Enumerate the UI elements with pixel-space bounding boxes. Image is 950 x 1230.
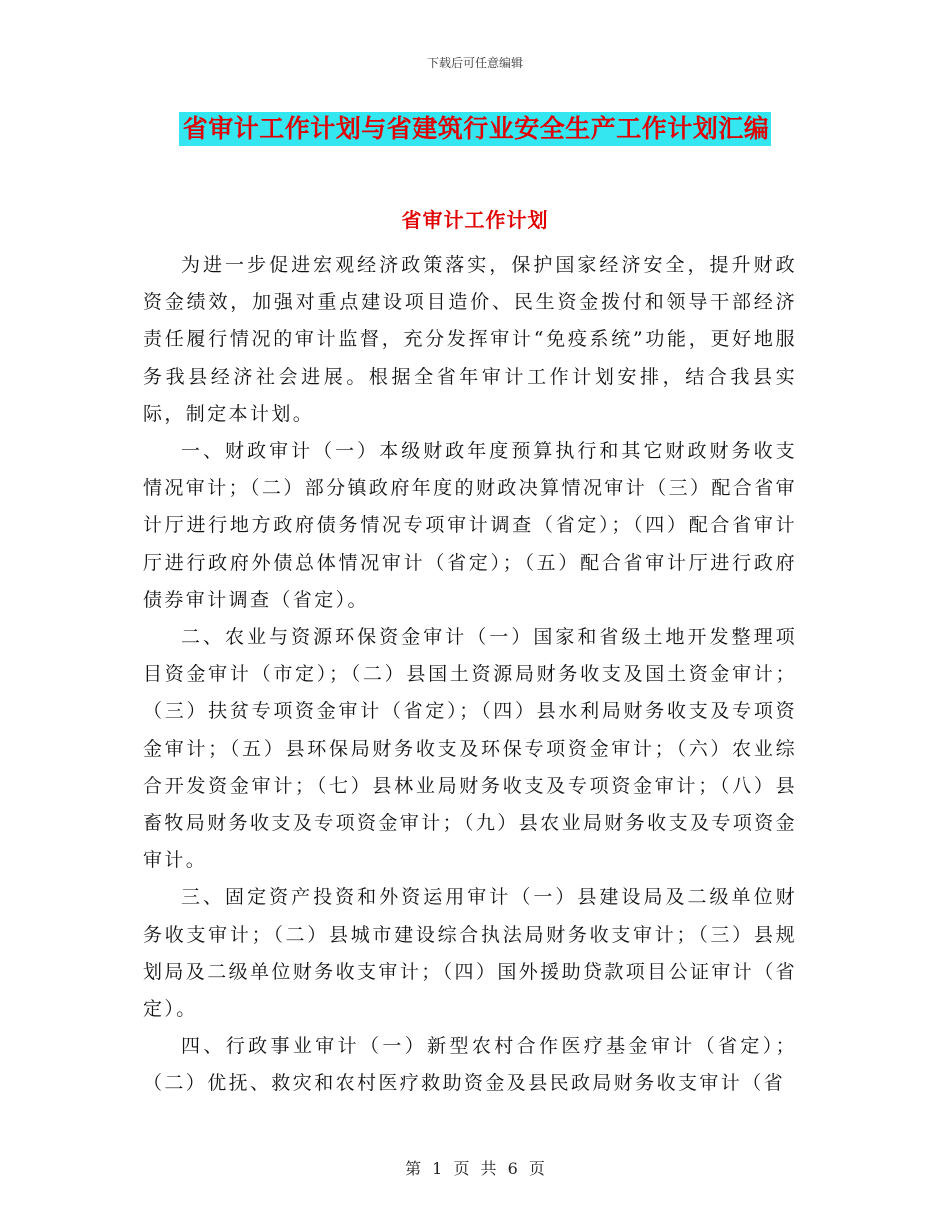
document-body	[143, 247, 797, 1103]
paragraph-fixed-asset-audit: 三、固定资产投资和外资运用审计（一）县建设局及二级单位财务收支审计；（二）县城市建设综合执法局财务收支审计；（三）县规划局及二级单位财务收支审计；（四）国外援助贷款项目公证审计（省定）。	[143, 886, 797, 1021]
paragraph-agriculture-audit: 二、农业与资源环保资金审计（一）国家和省级土地开发整理项目资金审计（市定）；（二）县国土资源局财务收支及国土资金审计；（三）扶贫专项资金审计（省定）；（四）县水利局财务收支及专项资金审计；（五）县环保局财务收支及环保专项资金审计；（六）农业综合开发资金审计；（七）县林业局财务收支及专项资金审计；（八）县畜牧局财务收支及专项资金审计；（九）县农业局财务收支及专项资金审计。	[143, 626, 797, 872]
paragraph-intro: 为进一步促进宏观经济政策落实，保护国家经济安全，提升财政资金绩效，加强对重点建设项目造价、民生资金拨付和领导干部经济责任履行情况的审计监督，充分发挥审计“免疫系统”功能，更好地服务我县经济社会进展。根据全省年审计工作计划安排，结合我县实际，制定本计划。	[143, 254, 797, 425]
document-title: 省审计工作计划与省建筑行业安全生产工作计划汇编	[179, 112, 772, 146]
document-title-container	[0, 112, 950, 146]
paragraph-finance-audit: 一、财政审计（一）本级财政年度预算执行和其它财政财务收支情况审计；（二）部分镇政府年度的财政决算情况审计（三）配合省审计厅进行地方政府债务情况专项审计调查（省定）；（四）配合省审计厅进行政府外债总体情况审计（省定）；（五）配合省审计厅进行政府债券审计调查（省定）。	[143, 440, 797, 611]
paragraph-administrative-audit: 四、行政事业审计（一）新型农村合作医疗基金审计（省定）；（二）优抚、救灾和农村医疗救助资金及县民政局财务收支审计（省	[143, 1035, 797, 1095]
section-title: 省审计工作计划	[401, 208, 549, 232]
header-note: 下载后可任意编辑	[426, 56, 523, 70]
page-number-footer: 第 1 页 共 6 页	[405, 1159, 545, 1178]
